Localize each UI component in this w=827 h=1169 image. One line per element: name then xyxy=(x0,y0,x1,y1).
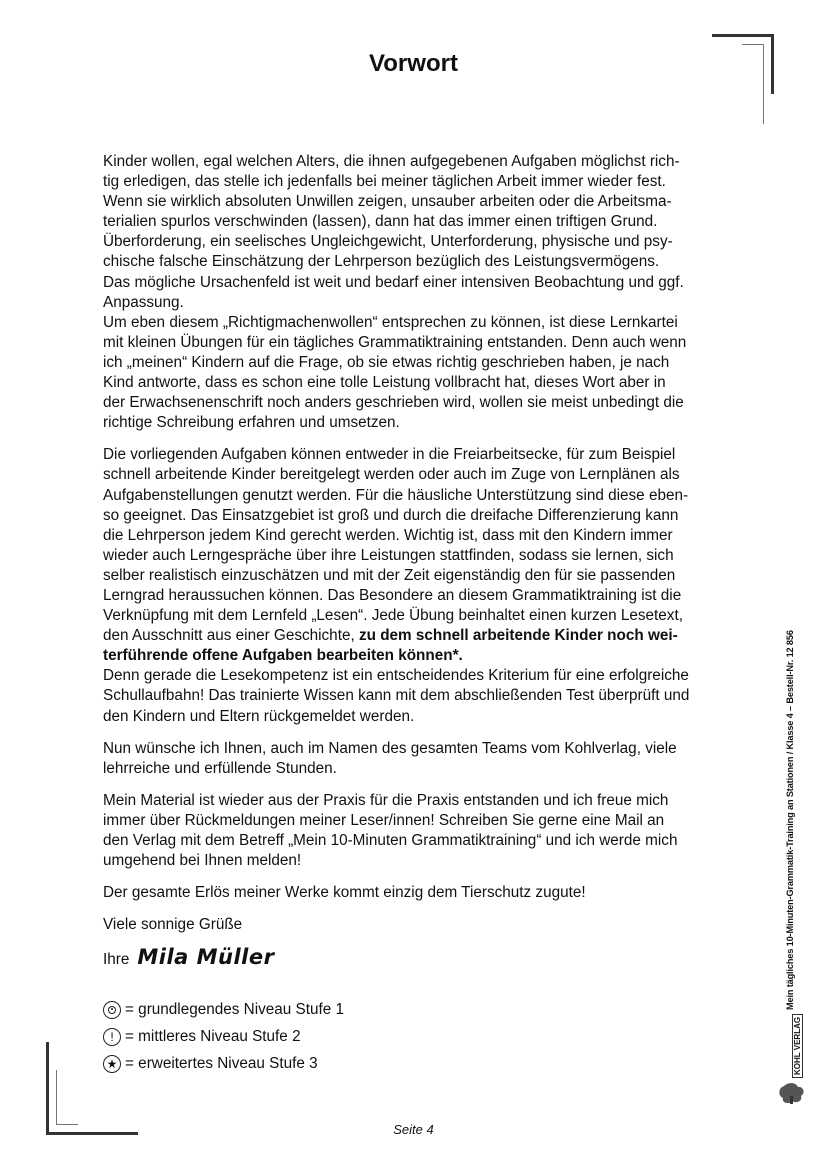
text-line: selber realistisch einzuschätzen und mit der Zeit eigenständig den für sie passenden xyxy=(103,566,676,584)
vertical-order-info: Mein tägliches 10-Minuten-Grammatik-Training an Stationen / Klasse 4 – Bestell-Nr. 12 856 xyxy=(785,630,795,1010)
legend-text: = mittleres Niveau Stufe 2 xyxy=(125,1027,301,1045)
exclamation-circle-icon: ! xyxy=(103,1028,121,1046)
text-line: Aufgabenstellungen genutzt werden. Für die häusliche Unterstützung sind diese eben- xyxy=(103,486,689,504)
signature-row xyxy=(103,947,733,970)
text-line: ich „meinen“ Kindern auf die Frage, ob sie etwas richtig geschrieben haben, je nach xyxy=(103,353,670,371)
paragraph-2 xyxy=(103,313,733,434)
difficulty-legend xyxy=(103,996,344,1077)
text-line: Wenn sie wirklich absoluten Unwillen zeigen, unsauber arbeiten oder die Arbeitsma- xyxy=(103,193,672,211)
text-line: Denn gerade die Lesekompetenz ist ein entscheidendes Kriterium für eine erfolgreiche xyxy=(103,667,689,685)
legend-item-level-2 xyxy=(103,1023,344,1050)
greeting: Viele sonnige Grüße xyxy=(103,916,243,934)
text-line: die Lehrperson jedem Kind gerecht werden. Wichtig ist, dass mit den Kindern immer xyxy=(103,526,673,544)
text-line: umgehend bei Ihnen melden! xyxy=(103,852,302,870)
target-circle-icon xyxy=(103,1001,121,1019)
text-line: Überforderung, ein seelisches Ungleichgewicht, Unterforderung, physische und psy- xyxy=(103,233,673,251)
text-line: wieder auch Lerngespräche über ihre Leistungen stattfinden, sodass sie lernen, sich xyxy=(103,546,674,564)
paragraph-7: Der gesamte Erlös meiner Werke kommt einzig dem Tierschutz zugute! xyxy=(103,884,586,902)
page-title: Vorwort xyxy=(369,50,458,77)
paragraph-5 xyxy=(103,739,733,779)
text-line: chische falsche Einschätzung der Lehrperson bezüglich des Leistungsvermögens. xyxy=(103,253,660,271)
text-line: schnell arbeitende Kinder bereitgelegt werden oder auch im Zuge von Lernplänen als xyxy=(103,466,680,484)
text-line: Schullaufbahn! Das trainierte Wissen kann mit dem abschließenden Test überprüft und xyxy=(103,687,690,705)
text-line: mit kleinen Übungen für ein tägliches Grammatiktraining entstanden. Denn auch wenn xyxy=(103,333,687,351)
star-circle-icon: ★ xyxy=(103,1055,121,1073)
legend-item-level-1 xyxy=(103,996,344,1023)
text-line: Die vorliegenden Aufgaben können entweder in die Freiarbeitsecke, für zum Beispiel xyxy=(103,446,676,464)
text-line: tig erledigen, das stelle ich jedenfalls bei meiner täglichen Arbeit immer wieder fest. xyxy=(103,173,666,191)
legend-text: = erweitertes Niveau Stufe 3 xyxy=(125,1054,318,1072)
text-line: terialien spurlos verschwinden (lassen), dann hat das immer einen triftigen Grund. xyxy=(103,213,658,231)
text-line: Kind antworte, dass es schon eine tolle Leistung vollbracht hat, dieses Wort aber in xyxy=(103,374,666,392)
text-bold: zu dem schnell arbeitende Kinder noch wei- xyxy=(358,627,678,645)
paragraph-4 xyxy=(103,666,733,726)
paragraph-3 xyxy=(103,445,733,666)
paragraph-1 xyxy=(103,152,733,313)
corner-frame-bottom-left-inner xyxy=(56,1070,78,1125)
text-line: Anpassung. xyxy=(103,293,184,311)
paragraph-6 xyxy=(103,791,733,871)
text-line: Verknüpfung mit dem Lernfeld „Lesen“. Jede Übung beinhaltet einen kurzen Lesetext, xyxy=(103,607,683,625)
ihre-label: Ihre xyxy=(103,951,130,969)
text-bold: terführende offene Aufgaben bearbeiten können*. xyxy=(103,647,463,665)
text-normal: den Ausschnitt aus einer Geschichte, xyxy=(103,627,359,645)
page-number: Seite 4 xyxy=(393,1122,434,1137)
foreword-body xyxy=(103,152,733,970)
text-line: Das mögliche Ursachenfeld ist weit und bedarf einer intensiven Beobachtung und ggf. xyxy=(103,273,684,291)
text-line xyxy=(103,626,733,646)
text-line: richtige Schreibung erfahren und umsetzen. xyxy=(103,414,400,432)
text-line: der Erwachsenenschrift noch anders geschrieben wird, wollen sie meist unbedingt die xyxy=(103,394,684,412)
text-line: Lerngrad heraussuchen können. Das Besondere an diesem Grammatiktraining ist die xyxy=(103,586,682,604)
logo-text: KOHL VERLAG xyxy=(792,1014,803,1078)
legend-item-level-3 xyxy=(103,1050,344,1077)
publisher-logo xyxy=(776,1016,810,1105)
author-signature: Mila Müller xyxy=(137,945,275,970)
text-line: den Kindern und Eltern rückgemeldet werden. xyxy=(103,707,415,725)
text-line: den Verlag mit dem Betreff „Mein 10-Minuten Grammatiktraining“ und ich werde mich xyxy=(103,832,678,849)
text-line: Mein Material ist wieder aus der Praxis für die Praxis entstanden und ich freue mich xyxy=(103,791,669,809)
text-line: so geeignet. Das Einsatzgebiet ist groß und durch die dreifache Differenzierung kann xyxy=(103,506,679,524)
text-line: Um eben diesem „Richtigmachenwollen“ entsprechen zu können, ist diese Lernkartei xyxy=(103,313,678,331)
text-line: lehrreiche und erfüllende Stunden. xyxy=(103,759,337,777)
legend-text: = grundlegendes Niveau Stufe 1 xyxy=(125,1000,344,1018)
text-line: immer über Rückmeldungen meiner Leser/innen! Schreiben Sie gerne eine Mail an xyxy=(103,811,665,829)
text-line: Kinder wollen, egal welchen Alters, die ihnen aufgegebenen Aufgaben möglichst rich- xyxy=(103,153,680,170)
text-line xyxy=(103,646,733,666)
text-line: Nun wünsche ich Ihnen, auch im Namen des gesamten Teams vom Kohlverlag, viele xyxy=(103,739,677,757)
